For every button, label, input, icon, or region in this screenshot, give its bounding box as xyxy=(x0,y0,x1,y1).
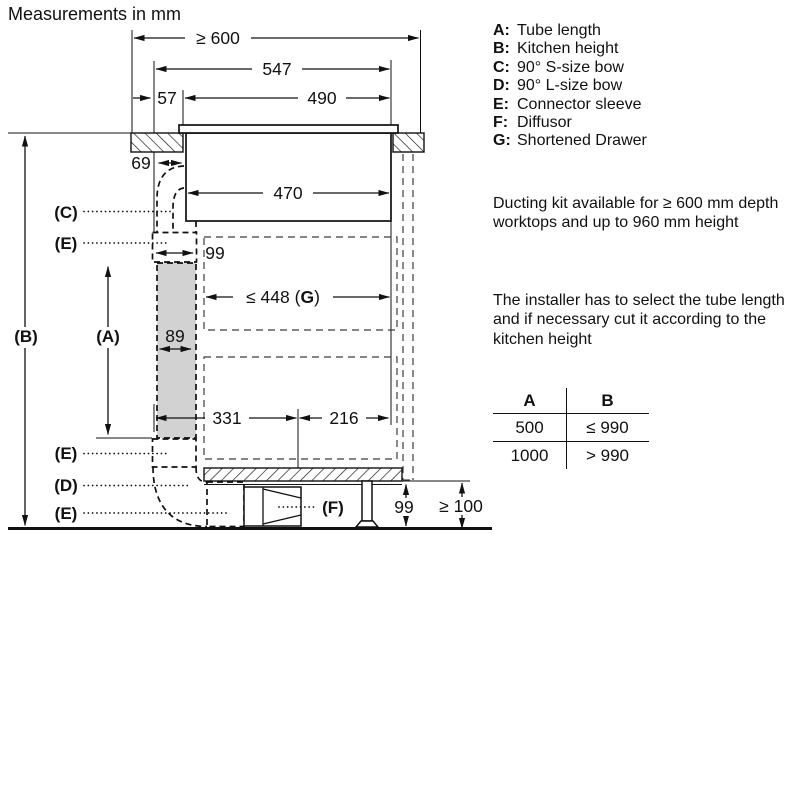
table-row xyxy=(493,413,649,441)
label-b: (B) xyxy=(14,327,38,346)
table-cell-b: > 990 xyxy=(566,442,648,469)
legend-label: Tube length xyxy=(517,22,601,39)
dim-470: 470 xyxy=(273,183,303,203)
dim-worktop-depth: ≥ 600 xyxy=(196,28,240,48)
legend-label: Connector sleeve xyxy=(517,95,642,113)
table-header-b: B xyxy=(566,388,648,413)
legend-label: 90° S-size bow xyxy=(517,58,624,76)
cabinet-leg xyxy=(362,481,372,521)
legend-item-b xyxy=(493,40,795,58)
legend-item-a xyxy=(493,22,795,40)
dim-547: 547 xyxy=(262,59,292,79)
dim-490: 490 xyxy=(307,88,337,108)
table-header-a: A xyxy=(523,390,536,410)
legend-key: B: xyxy=(493,40,510,58)
legend-item-g xyxy=(493,132,795,150)
legend-label: 90° L-size bow xyxy=(517,77,623,95)
legend-key: F: xyxy=(493,114,509,132)
dim-448-drawer: ≤ 448 (G) xyxy=(246,287,320,307)
cabinet-leg-foot xyxy=(356,521,378,527)
dim-331: 331 xyxy=(212,408,242,428)
legend-key: D: xyxy=(493,77,510,95)
s-bow-outer xyxy=(157,166,184,232)
legend-item-c xyxy=(493,59,795,77)
connector-sleeve-bottom xyxy=(207,482,244,527)
dim-99-sleeve: 99 xyxy=(205,243,225,263)
worktop-left xyxy=(131,133,183,152)
legend-label: Shortened Drawer xyxy=(517,132,647,150)
dim-69: 69 xyxy=(131,153,151,173)
dim-216: 216 xyxy=(329,408,359,428)
legend-item-f xyxy=(493,114,795,132)
legend-label: Diffusor xyxy=(517,114,572,132)
info-panel xyxy=(493,22,795,151)
legend-key: A: xyxy=(493,22,510,39)
label-c: (C) xyxy=(54,203,78,222)
hob-and-worktop xyxy=(131,125,424,221)
hob-glass xyxy=(179,125,398,133)
table-cell-a: 1000 xyxy=(510,445,549,465)
s-bow-inner xyxy=(173,188,184,230)
label-f: (F) xyxy=(322,498,344,517)
dim-clearance-100: ≥ 100 xyxy=(439,496,483,516)
tube-length-table xyxy=(493,388,649,469)
l-bow-outer xyxy=(153,467,207,527)
shortened-drawer-outline xyxy=(204,237,397,330)
dim-99-plinth: 99 xyxy=(394,497,414,517)
connector-sleeve-top xyxy=(153,233,197,263)
table-header-row xyxy=(493,388,649,413)
table-cell-b: ≤ 990 xyxy=(566,414,648,441)
legend-key: E: xyxy=(493,95,509,113)
label-e3: (E) xyxy=(54,504,78,523)
worktop-right xyxy=(393,133,424,152)
note-ducting-kit: Ducting kit available for ≥ 600 mm depth worktops and up to 960 mm height xyxy=(493,195,779,232)
label-d: (D) xyxy=(54,476,78,495)
page-title: Measurements in mm xyxy=(8,4,182,24)
tube xyxy=(157,263,196,438)
table-row xyxy=(493,441,649,469)
label-e1: (E) xyxy=(54,234,78,253)
dim-57: 57 xyxy=(157,88,177,108)
connector-sleeve-mid xyxy=(153,439,197,467)
legend-item-d xyxy=(493,77,795,95)
text-masks xyxy=(9,30,487,516)
label-e2: (E) xyxy=(54,444,78,463)
legend-label: Kitchen height xyxy=(517,40,619,58)
legend-key: C: xyxy=(493,58,510,76)
hob-body xyxy=(186,133,391,221)
legend-key: G: xyxy=(493,132,511,150)
note-installer: The installer has to select the tube length and if necessary cut it according to the kitchen height xyxy=(493,292,785,348)
table-cell-a: 500 xyxy=(515,417,544,437)
base-area xyxy=(8,468,492,529)
plinth-panel xyxy=(204,468,402,481)
dim-89: 89 xyxy=(165,326,185,346)
label-a: (A) xyxy=(96,327,120,346)
legend-item-e xyxy=(493,96,795,114)
